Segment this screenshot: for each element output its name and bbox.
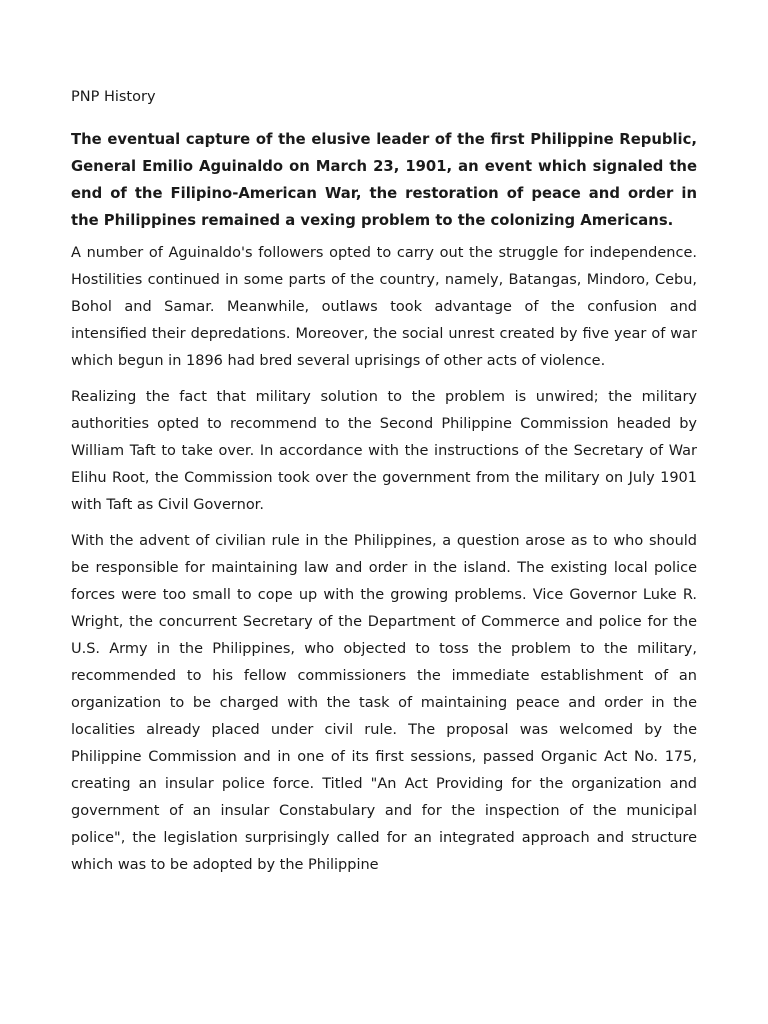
body-paragraph-2: Realizing the fact that military solution to the problem is unwired; the military authorities opted to recommend to the Second Philippine Commission headed by William Taft to take over. In accordance with the instructions of the Secretary of War Elihu Root, the Commission took over the government from the military on July 1901 with Taft as Civil Governor. [71, 389, 697, 513]
body-paragraph-3: With the advent of civilian rule in the Philippines, a question arose as to who should be responsible for maintaining law and order in the island. The existing local police forces were too small to cope up with the growing problems. Vice Governor Luke R. Wright, the concurrent Secretary of the Department of Commerce and police for the U.S. Army in the Philippines, who objected to toss the problem to the military, recommended to his fellow commissioners the immediate establishment of an organization to be charged with the task of maintaining peace and order in the localities already placed under civil rule. The proposal was welcomed by the Philippine Commission and in one of its first sessions, passed Organic Act No. 175, creating an insular police force. Titled "An Act Providing for the organization and government of an insular Constabulary and for the inspection of the municipal police", the legislation surprisingly called for an integrated approach and structure which was to be adopted by the Philippine [71, 533, 697, 873]
lead-paragraph: The eventual capture of the elusive leader of the first Philippine Republic, General Emilio Aguinaldo on March 23, 1901, an event which signaled the end of the Filipino-American War, the restoration of peace and order in the Philippines remained a vexing problem to the colonizing Americans. [71, 131, 697, 229]
document-title: PNP History [71, 89, 156, 105]
document-page [71, 86, 697, 888]
body-paragraph-1: A number of Aguinaldo's followers opted to carry out the struggle for independence. Hostilities continued in some parts of the country, namely, Batangas, Mindoro, Cebu, Bohol and Samar. Meanwhile, outlaws took advantage of the confusion and intensified their depredations. Moreover, the social unrest created by five year of war which begun in 1896 had bred several uprisings of other acts of violence. [71, 245, 697, 369]
